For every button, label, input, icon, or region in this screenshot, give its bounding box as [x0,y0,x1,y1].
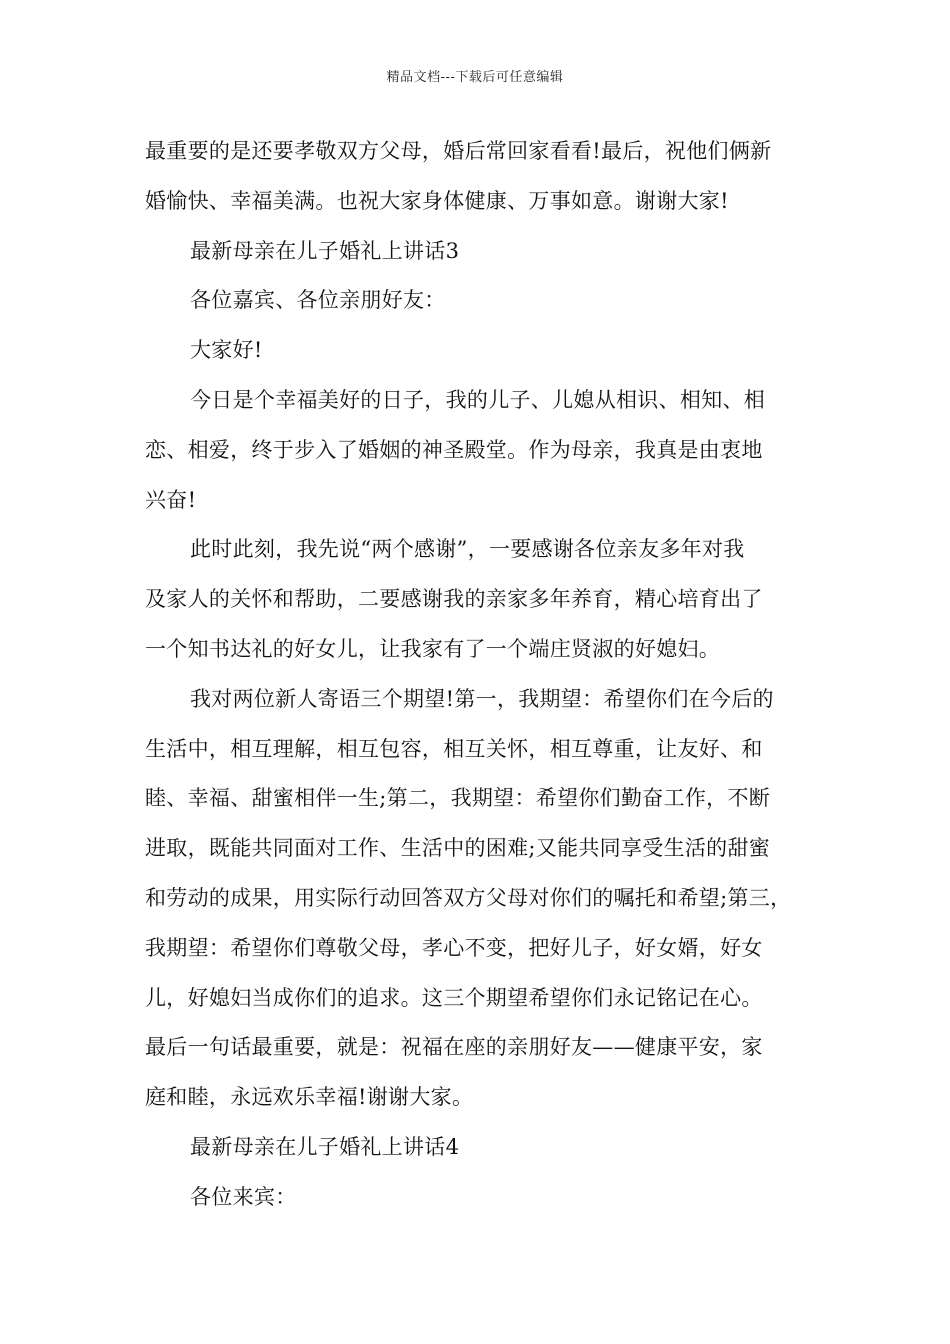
text-line: 睦、幸福、甜蜜相伴一生;第二，我期望：希望你们勤奋工作，不断 [145,786,771,811]
text-line: 一个知书达礼的好女儿，让我家有了一个端庄贤淑的好媳妇。 [145,636,721,661]
text-line: 儿，好媳妇当成你们的追求。这三个期望希望你们永记铭记在心。 [145,985,763,1010]
text-line: 婚愉快、幸福美满。也祝大家身体健康、万事如意。谢谢大家! [145,188,729,213]
text-line: 今日是个幸福美好的日子，我的儿子、儿媳从相识、相知、相 [190,387,766,412]
text-line: 我对两位新人寄语三个期望!第一，我期望：希望你们在今后的 [190,686,774,711]
document-body [145,127,815,1223]
text-line: 恋、相爱，终于步入了婚姻的神圣殿堂。作为母亲，我真是由衷地 [145,437,763,462]
text-line: 我期望：希望你们尊敬父母，孝心不变，把好儿子，好女婿，好女 [145,935,763,960]
text-line: 及家人的关怀和帮助，二要感谢我的亲家多年养育，精心培育出了 [145,587,763,612]
text-line: 庭和睦，永远欢乐幸福!谢谢大家。 [145,1085,474,1110]
text-line: 最重要的是还要孝敬双方父母，婚后常回家看看!最后，祝他们俩新 [145,139,772,163]
text-line: 此时此刻，我先说“两个感谢”，一要感谢各位亲友多年对我 [190,537,745,562]
text-line: 进取，既能共同面对工作、生活中的困难;又能共同享受生活的甜蜜 [145,836,771,861]
salutation: 各位来宾： [190,1184,297,1209]
section-heading: 最新母亲在儿子婚礼上讲话3 [190,238,460,263]
text-line: 生活中，相互理解，相互包容，相互关怀，相互尊重，让友好、和 [145,736,763,761]
section-heading: 最新母亲在儿子婚礼上讲话4 [190,1134,460,1159]
salutation: 各位嘉宾、各位亲朋好友： [190,288,446,313]
text-line: 和劳动的成果，用实际行动回答双方父母对你们的嘱托和希望;第三， [145,885,792,910]
page-header: 精品文档---下载后可任意编辑 [386,70,564,85]
text-line: 兴奋! [145,487,197,512]
greeting: 大家好! [190,338,263,363]
text-line: 最后一句话最重要，就是：祝福在座的亲朋好友——健康平安，家 [145,1035,763,1060]
